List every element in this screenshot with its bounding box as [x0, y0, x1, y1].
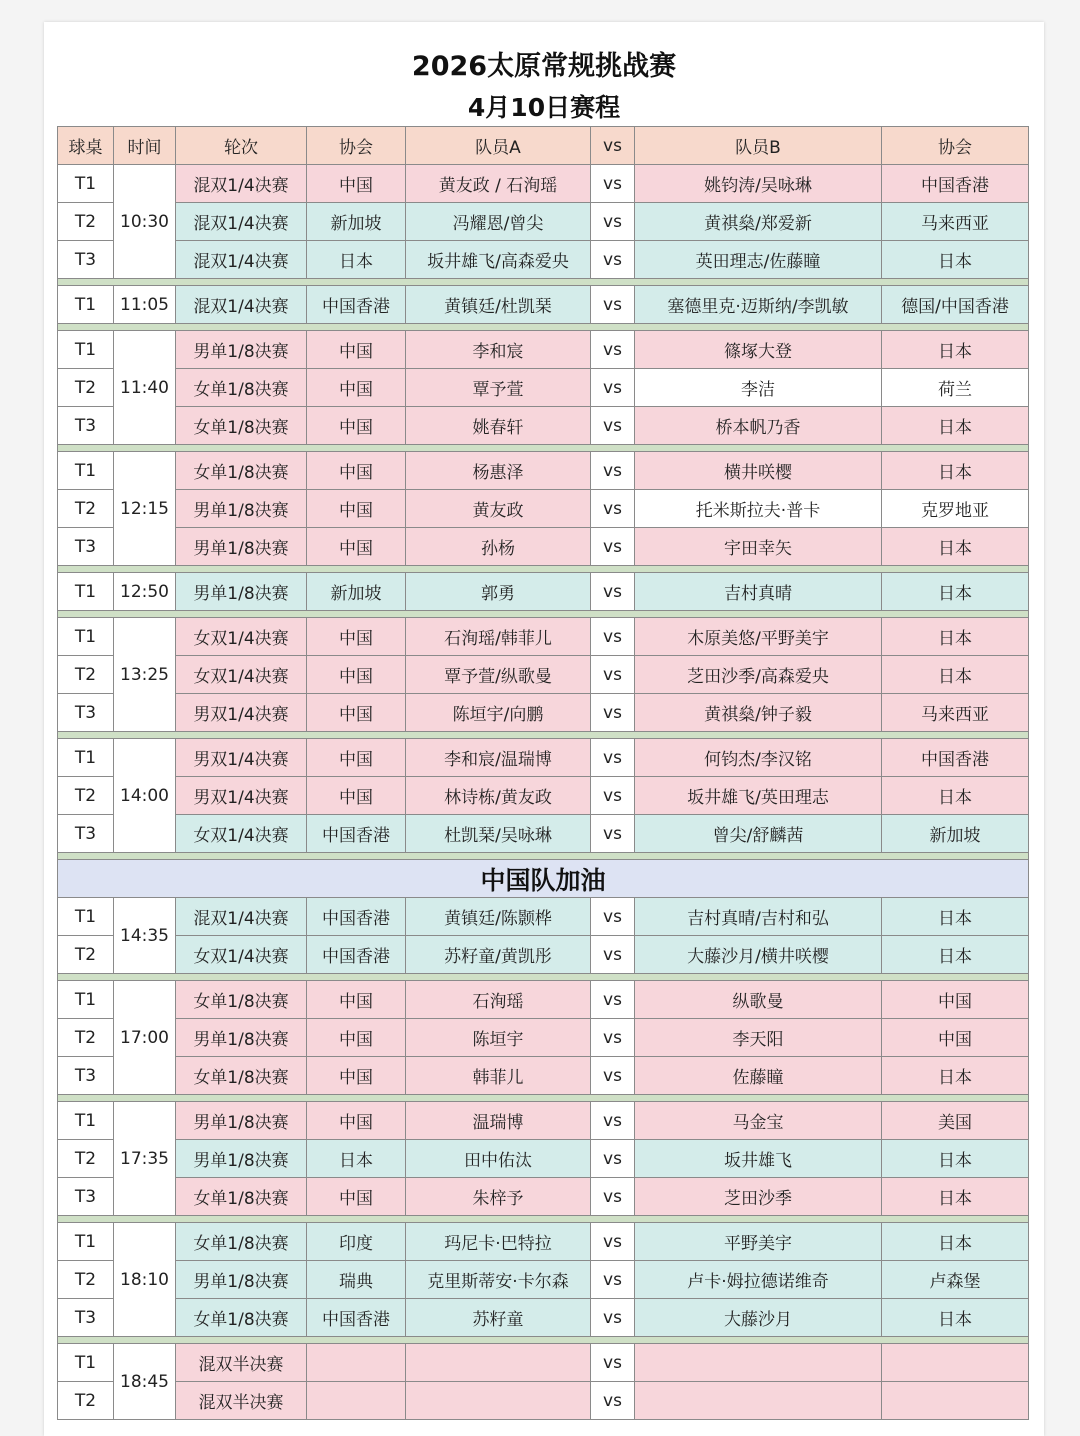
match-round: 混双1/4决赛	[176, 286, 307, 324]
association-a: 中国香港	[307, 936, 406, 974]
player-a: 郭勇	[406, 573, 591, 611]
player-a: 陈垣宇	[406, 1019, 591, 1057]
vs-label: vs	[591, 981, 635, 1019]
match-row	[58, 777, 1029, 815]
player-b: 平野美宇	[635, 1223, 882, 1261]
association-b	[882, 1382, 1029, 1420]
association-a: 中国	[307, 1019, 406, 1057]
player-a: 田中佑汰	[406, 1140, 591, 1178]
match-row	[58, 1178, 1029, 1216]
vs-label: vs	[591, 1102, 635, 1140]
player-b	[635, 1382, 882, 1420]
vs-label: vs	[591, 1140, 635, 1178]
vs-label: vs	[591, 1223, 635, 1261]
player-b: 木原美悠/平野美宇	[635, 618, 882, 656]
match-row	[58, 1382, 1029, 1420]
vs-label: vs	[591, 1178, 635, 1216]
group-separator-cell	[58, 566, 1029, 573]
header-table-col: 球桌	[58, 127, 114, 165]
match-round: 混双1/4决赛	[176, 898, 307, 936]
group-separator-cell	[58, 279, 1029, 286]
table-number: T1	[58, 286, 114, 324]
vs-label: vs	[591, 936, 635, 974]
association-b: 克罗地亚	[882, 490, 1029, 528]
match-row	[58, 286, 1029, 324]
association-b: 日本	[882, 777, 1029, 815]
vs-label: vs	[591, 286, 635, 324]
association-a: 瑞典	[307, 1261, 406, 1299]
association-b: 荷兰	[882, 369, 1029, 407]
match-time: 12:50	[114, 573, 176, 611]
player-b: 宇田幸矢	[635, 528, 882, 566]
vs-label: vs	[591, 203, 635, 241]
match-round: 女单1/8决赛	[176, 1057, 307, 1095]
player-a	[406, 1344, 591, 1382]
match-row	[58, 815, 1029, 853]
player-a: 黄友政 / 石洵瑶	[406, 165, 591, 203]
match-round: 女双1/4决赛	[176, 656, 307, 694]
association-b: 中国	[882, 981, 1029, 1019]
player-a: 玛尼卡·巴特拉	[406, 1223, 591, 1261]
association-a: 中国	[307, 1057, 406, 1095]
match-round: 男单1/8决赛	[176, 1140, 307, 1178]
association-a: 新加坡	[307, 573, 406, 611]
match-row	[58, 490, 1029, 528]
banner-row	[58, 860, 1029, 898]
vs-label: vs	[591, 898, 635, 936]
page-subtitle: 4月10日赛程	[467, 93, 621, 122]
match-round: 男单1/8决赛	[176, 1102, 307, 1140]
match-round: 男单1/8决赛	[176, 573, 307, 611]
header-player-a-col: 队员A	[406, 127, 591, 165]
association-b: 日本	[882, 241, 1029, 279]
table-number: T2	[58, 1019, 114, 1057]
player-a: 石洵瑶/韩菲儿	[406, 618, 591, 656]
match-time: 18:10	[114, 1223, 176, 1337]
group-separator	[58, 853, 1029, 860]
match-time: 17:35	[114, 1102, 176, 1216]
association-a: 中国	[307, 407, 406, 445]
vs-label: vs	[591, 1382, 635, 1420]
vs-label: vs	[591, 739, 635, 777]
association-b: 日本	[882, 528, 1029, 566]
match-round: 男双1/4决赛	[176, 777, 307, 815]
match-row	[58, 203, 1029, 241]
group-separator	[58, 974, 1029, 981]
header-assoc-a-col: 协会	[307, 127, 406, 165]
association-b: 马来西亚	[882, 694, 1029, 732]
header-round-col: 轮次	[176, 127, 307, 165]
player-a	[406, 1382, 591, 1420]
vs-label: vs	[591, 528, 635, 566]
group-separator	[58, 611, 1029, 618]
player-b: 纵歌曼	[635, 981, 882, 1019]
association-b: 中国香港	[882, 739, 1029, 777]
vs-label: vs	[591, 452, 635, 490]
table-number: T2	[58, 777, 114, 815]
vs-label: vs	[591, 1261, 635, 1299]
table-number: T1	[58, 165, 114, 203]
match-round: 男单1/8决赛	[176, 331, 307, 369]
match-round: 女单1/8决赛	[176, 369, 307, 407]
association-a: 中国	[307, 165, 406, 203]
match-round: 女双1/4决赛	[176, 936, 307, 974]
association-a: 中国	[307, 528, 406, 566]
association-a: 印度	[307, 1223, 406, 1261]
player-b: 黄祺燊/郑爱新	[635, 203, 882, 241]
table-number: T3	[58, 1057, 114, 1095]
association-b: 日本	[882, 407, 1029, 445]
match-time: 14:00	[114, 739, 176, 853]
player-a: 李和宸/温瑞博	[406, 739, 591, 777]
group-separator-cell	[58, 445, 1029, 452]
player-b: 桥本帆乃香	[635, 407, 882, 445]
group-separator	[58, 732, 1029, 739]
player-a: 温瑞博	[406, 1102, 591, 1140]
association-a	[307, 1382, 406, 1420]
match-round: 男单1/8决赛	[176, 528, 307, 566]
match-round: 混双半决赛	[176, 1344, 307, 1382]
schedule-table	[57, 126, 1029, 1420]
association-b: 日本	[882, 1057, 1029, 1095]
match-round: 混双1/4决赛	[176, 165, 307, 203]
player-a: 朱梓予	[406, 1178, 591, 1216]
header-assoc-b-col: 协会	[882, 127, 1029, 165]
player-a: 覃予萱	[406, 369, 591, 407]
player-b: 坂井雄飞	[635, 1140, 882, 1178]
player-a: 黄友政	[406, 490, 591, 528]
association-a: 日本	[307, 241, 406, 279]
match-row	[58, 1223, 1029, 1261]
match-round: 男单1/8决赛	[176, 1019, 307, 1057]
table-number: T1	[58, 898, 114, 936]
match-round: 混双1/4决赛	[176, 203, 307, 241]
player-b: 芝田沙季/高森爱央	[635, 656, 882, 694]
header-vs-col: vs	[591, 127, 635, 165]
table-number: T1	[58, 1102, 114, 1140]
player-a: 杨惠泽	[406, 452, 591, 490]
association-b: 中国香港	[882, 165, 1029, 203]
association-a: 中国	[307, 739, 406, 777]
player-b: 卢卡·姆拉德诺维奇	[635, 1261, 882, 1299]
match-row	[58, 1140, 1029, 1178]
vs-label: vs	[591, 656, 635, 694]
player-a: 冯耀恩/曾尖	[406, 203, 591, 241]
match-round: 女单1/8决赛	[176, 981, 307, 1019]
page-title: 2026太原常规挑战赛	[411, 51, 677, 82]
table-number: T3	[58, 407, 114, 445]
table-number: T2	[58, 490, 114, 528]
vs-label: vs	[591, 241, 635, 279]
association-a: 新加坡	[307, 203, 406, 241]
association-b: 日本	[882, 618, 1029, 656]
association-b: 新加坡	[882, 815, 1029, 853]
player-b: 吉村真晴	[635, 573, 882, 611]
match-round: 女单1/8决赛	[176, 1299, 307, 1337]
group-separator-cell	[58, 1337, 1029, 1344]
group-separator	[58, 566, 1029, 573]
match-row	[58, 1344, 1029, 1382]
schedule-sheet	[44, 22, 1044, 1436]
vs-label: vs	[591, 618, 635, 656]
player-b: 黄祺燊/钟子毅	[635, 694, 882, 732]
player-a: 黄镇廷/陈颢桦	[406, 898, 591, 936]
player-b: 姚钧涛/吴咏琳	[635, 165, 882, 203]
player-b: 大藤沙月	[635, 1299, 882, 1337]
vs-label: vs	[591, 1299, 635, 1337]
player-b	[635, 1344, 882, 1382]
player-a: 石洵瑶	[406, 981, 591, 1019]
association-b: 日本	[882, 573, 1029, 611]
match-row	[58, 1299, 1029, 1337]
table-number: T1	[58, 331, 114, 369]
table-number: T2	[58, 369, 114, 407]
table-number: T2	[58, 936, 114, 974]
group-separator	[58, 1337, 1029, 1344]
match-time: 12:15	[114, 452, 176, 566]
match-round: 混双1/4决赛	[176, 241, 307, 279]
vs-label: vs	[591, 1057, 635, 1095]
match-round: 女单1/8决赛	[176, 452, 307, 490]
match-row	[58, 936, 1029, 974]
player-a: 李和宸	[406, 331, 591, 369]
association-a: 中国	[307, 1102, 406, 1140]
player-b: 芝田沙季	[635, 1178, 882, 1216]
player-b: 坂井雄飞/英田理志	[635, 777, 882, 815]
banner-text: 中国队加油	[58, 860, 1029, 898]
match-time: 18:45	[114, 1344, 176, 1420]
vs-label: vs	[591, 407, 635, 445]
group-separator	[58, 1095, 1029, 1102]
group-separator-cell	[58, 324, 1029, 331]
match-time: 17:00	[114, 981, 176, 1095]
player-b: 篠塚大登	[635, 331, 882, 369]
table-number: T3	[58, 1178, 114, 1216]
association-a: 中国	[307, 490, 406, 528]
player-a: 姚春轩	[406, 407, 591, 445]
group-separator	[58, 324, 1029, 331]
association-a: 中国	[307, 694, 406, 732]
group-separator-cell	[58, 732, 1029, 739]
player-a: 黄镇廷/杜凯琹	[406, 286, 591, 324]
association-a: 中国香港	[307, 898, 406, 936]
association-b: 日本	[882, 1299, 1029, 1337]
group-separator-cell	[58, 611, 1029, 618]
association-a: 中国香港	[307, 1299, 406, 1337]
match-round: 男单1/8决赛	[176, 490, 307, 528]
player-b: 横井咲樱	[635, 452, 882, 490]
association-b: 日本	[882, 936, 1029, 974]
match-row	[58, 694, 1029, 732]
table-number: T3	[58, 528, 114, 566]
association-b: 日本	[882, 1223, 1029, 1261]
group-separator-cell	[58, 1216, 1029, 1223]
match-row	[58, 981, 1029, 1019]
player-b: 曾尖/舒麟茜	[635, 815, 882, 853]
player-b: 李洁	[635, 369, 882, 407]
match-row	[58, 656, 1029, 694]
vs-label: vs	[591, 777, 635, 815]
association-a: 中国	[307, 777, 406, 815]
player-a: 韩菲儿	[406, 1057, 591, 1095]
association-a	[307, 1344, 406, 1382]
player-a: 孙杨	[406, 528, 591, 566]
group-separator	[58, 445, 1029, 452]
table-number: T1	[58, 618, 114, 656]
table-number: T3	[58, 815, 114, 853]
match-row	[58, 241, 1029, 279]
match-time: 10:30	[114, 165, 176, 279]
association-b: 日本	[882, 452, 1029, 490]
player-b: 佐藤瞳	[635, 1057, 882, 1095]
match-row	[58, 898, 1029, 936]
match-row	[58, 369, 1029, 407]
group-separator-cell	[58, 853, 1029, 860]
vs-label: vs	[591, 331, 635, 369]
table-number: T1	[58, 739, 114, 777]
table-number: T3	[58, 241, 114, 279]
vs-label: vs	[591, 369, 635, 407]
match-row	[58, 739, 1029, 777]
association-b: 日本	[882, 1178, 1029, 1216]
player-b: 李天阳	[635, 1019, 882, 1057]
match-row	[58, 452, 1029, 490]
association-b: 卢森堡	[882, 1261, 1029, 1299]
match-row	[58, 1102, 1029, 1140]
match-row	[58, 331, 1029, 369]
player-a: 苏籽童/黄凯彤	[406, 936, 591, 974]
association-a: 中国	[307, 369, 406, 407]
match-row	[58, 1261, 1029, 1299]
player-a: 林诗栋/黄友政	[406, 777, 591, 815]
association-b	[882, 1344, 1029, 1382]
association-b: 日本	[882, 898, 1029, 936]
table-number: T2	[58, 1140, 114, 1178]
vs-label: vs	[591, 490, 635, 528]
table-number: T1	[58, 573, 114, 611]
match-round: 女单1/8决赛	[176, 1178, 307, 1216]
match-row	[58, 407, 1029, 445]
match-round: 女单1/8决赛	[176, 407, 307, 445]
match-time: 13:25	[114, 618, 176, 732]
table-number: T1	[58, 1223, 114, 1261]
group-separator-cell	[58, 974, 1029, 981]
match-row	[58, 528, 1029, 566]
table-number: T2	[58, 203, 114, 241]
association-a: 中国	[307, 981, 406, 1019]
group-separator	[58, 1216, 1029, 1223]
player-a: 克里斯蒂安·卡尔森	[406, 1261, 591, 1299]
player-a: 覃予萱/纵歌曼	[406, 656, 591, 694]
vs-label: vs	[591, 1019, 635, 1057]
header-time-col: 时间	[114, 127, 176, 165]
association-a: 中国香港	[307, 286, 406, 324]
player-b: 英田理志/佐藤瞳	[635, 241, 882, 279]
schedule-body	[58, 165, 1029, 1420]
vs-label: vs	[591, 1344, 635, 1382]
table-number: T2	[58, 1382, 114, 1420]
association-b: 美国	[882, 1102, 1029, 1140]
player-b: 托米斯拉夫·普卡	[635, 490, 882, 528]
association-a: 中国	[307, 452, 406, 490]
vs-label: vs	[591, 573, 635, 611]
player-a: 陈垣宇/向鹏	[406, 694, 591, 732]
player-b: 马金宝	[635, 1102, 882, 1140]
table-number: T2	[58, 1261, 114, 1299]
match-round: 混双半决赛	[176, 1382, 307, 1420]
match-row	[58, 573, 1029, 611]
association-b: 中国	[882, 1019, 1029, 1057]
association-b: 日本	[882, 656, 1029, 694]
association-b: 日本	[882, 1140, 1029, 1178]
match-round: 女双1/4决赛	[176, 618, 307, 656]
association-a: 中国	[307, 656, 406, 694]
group-separator	[58, 279, 1029, 286]
match-row	[58, 618, 1029, 656]
player-b: 塞德里克·迈斯纳/李凯敏	[635, 286, 882, 324]
match-round: 男双1/4决赛	[176, 694, 307, 732]
association-a: 中国香港	[307, 815, 406, 853]
association-b: 日本	[882, 331, 1029, 369]
player-b: 大藤沙月/横井咲樱	[635, 936, 882, 974]
table-number: T1	[58, 1344, 114, 1382]
match-round: 男单1/8决赛	[176, 1261, 307, 1299]
association-a: 中国	[307, 331, 406, 369]
match-time: 14:35	[114, 898, 176, 974]
table-number: T3	[58, 1299, 114, 1337]
match-row	[58, 1019, 1029, 1057]
match-row	[58, 1057, 1029, 1095]
association-b: 马来西亚	[882, 203, 1029, 241]
player-a: 苏籽童	[406, 1299, 591, 1337]
player-a: 杜凯琹/吴咏琳	[406, 815, 591, 853]
table-number: T3	[58, 694, 114, 732]
vs-label: vs	[591, 165, 635, 203]
player-b: 何钧杰/李汉铭	[635, 739, 882, 777]
match-time: 11:40	[114, 331, 176, 445]
player-a: 坂井雄飞/高森爱央	[406, 241, 591, 279]
vs-label: vs	[591, 694, 635, 732]
match-round: 女双1/4决赛	[176, 815, 307, 853]
vs-label: vs	[591, 815, 635, 853]
association-b: 德国/中国香港	[882, 286, 1029, 324]
table-number: T1	[58, 981, 114, 1019]
match-round: 女单1/8决赛	[176, 1223, 307, 1261]
association-a: 中国	[307, 1178, 406, 1216]
match-time: 11:05	[114, 286, 176, 324]
match-row	[58, 165, 1029, 203]
group-separator-cell	[58, 1095, 1029, 1102]
table-number: T2	[58, 656, 114, 694]
association-a: 中国	[307, 618, 406, 656]
association-a: 日本	[307, 1140, 406, 1178]
player-b: 吉村真晴/吉村和弘	[635, 898, 882, 936]
header-player-b-col: 队员B	[635, 127, 882, 165]
table-number: T1	[58, 452, 114, 490]
match-round: 男双1/4决赛	[176, 739, 307, 777]
table-header-row	[58, 127, 1029, 165]
